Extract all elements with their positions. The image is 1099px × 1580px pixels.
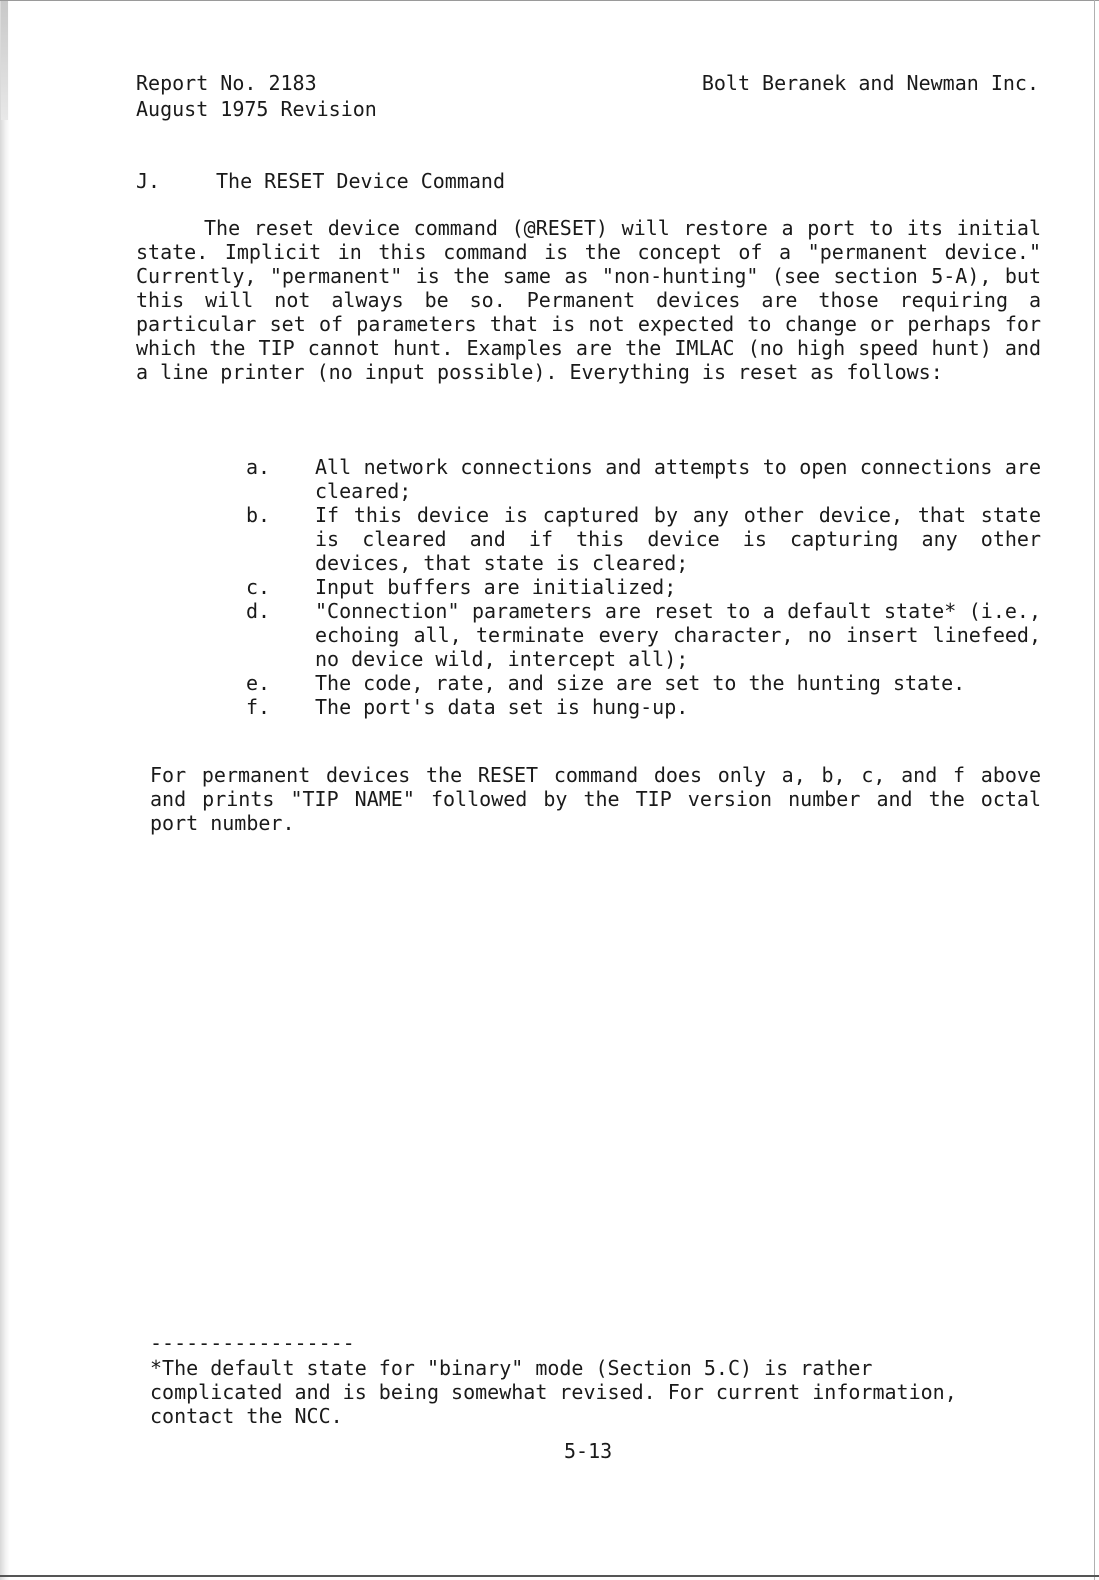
footnote-text: *The default state for "binary" mode (Section 5.C) is rather complicated and is being somewhat revised. For current information, contact the NCC. [150, 1356, 957, 1428]
list-marker: b. [246, 503, 271, 527]
list-item-text: The code, rate, and size are set to the hunting state. [315, 671, 966, 695]
list-item-text: "Connection" parameters are reset to a default state* (i.e., echoing all, terminate every character, no insert linefeed, no device wild, intercept all); [315, 599, 1041, 671]
list-item [246, 503, 1041, 575]
section-title-text: The RESET Device Command [216, 169, 505, 193]
footnote-separator: ----------------- [150, 1331, 355, 1355]
right-page-border [1094, 0, 1095, 1580]
list-item [246, 695, 1041, 719]
section-letter: J. [136, 169, 161, 193]
list-marker: d. [246, 599, 271, 623]
permanent-devices-paragraph: For permanent devices the RESET command does only a, b, c, and f above and prints "TIP NAME" followed by the TIP version number and the octal port number. [150, 763, 1041, 835]
list-item [246, 599, 1041, 671]
list-item-text: All network connections and attempts to open connections are cleared; [315, 455, 1041, 503]
list-marker: c. [246, 575, 271, 599]
list-item [246, 671, 1041, 695]
list-item [246, 575, 1041, 599]
top-page-border [0, 0, 1099, 1]
scan-edge [0, 0, 10, 1580]
bottom-page-border [0, 1575, 1099, 1577]
list-marker: a. [246, 455, 271, 479]
intro-paragraph: The reset device command (@RESET) will restore a port to its initial state. Implicit in this command is the concept of a "permanent device." Currently, "permanent" is the same as "non-hunting" (see section 5-A), but this will not always be so. Permanent devices are those requiring a particular set of parameters that is not expected to change or perhaps for which the TIP cannot hunt. Examples are the IMLAC (no high speed hunt) and a line printer (no input possible). Everything is reset as follows: [136, 216, 1041, 384]
list-marker: e. [246, 671, 271, 695]
section-heading [136, 168, 505, 194]
company-name: Bolt Beranek and Newman Inc. [701, 71, 1039, 95]
report-revision: August 1975 Revision [136, 97, 377, 121]
list-item-text: Input buffers are initialized; [315, 575, 677, 599]
list-item-text: The port's data set is hung-up. [315, 695, 689, 719]
report-header [136, 70, 377, 122]
list-item [246, 455, 1041, 503]
list-marker: f. [246, 695, 271, 719]
page-number: 5-13 [564, 1439, 613, 1463]
reset-steps-list [246, 455, 1041, 719]
report-number: Report No. 2183 [136, 71, 317, 95]
list-item-text: If this device is captured by any other device, that state is cleared and if this device is capturing any other devices, that state is cleared; [315, 503, 1041, 575]
scan-shadow [1, 0, 8, 120]
